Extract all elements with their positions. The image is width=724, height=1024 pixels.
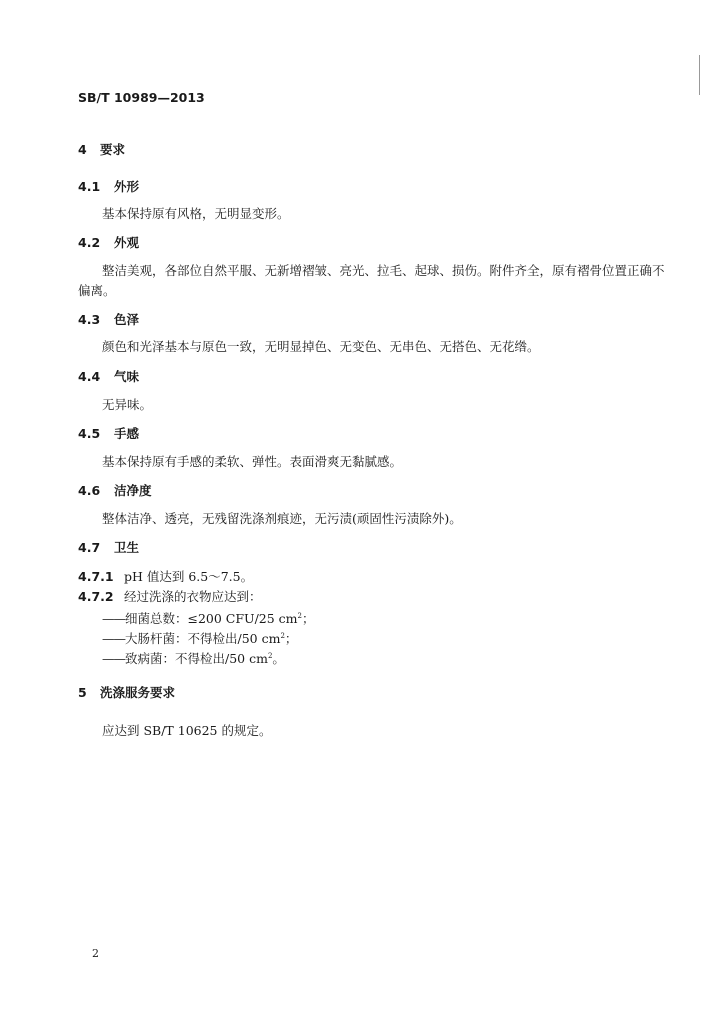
list-item-end: ； — [302, 611, 315, 626]
section-4-4-heading — [78, 369, 139, 385]
section-4-2-heading — [78, 235, 139, 251]
page-number: 2 — [92, 947, 99, 960]
section-title: 外观 — [114, 235, 140, 250]
section-number: 4.7 — [78, 540, 101, 555]
section-4-heading — [78, 142, 125, 158]
list-dash: —— — [102, 611, 125, 626]
section-number: 4.3 — [78, 312, 101, 327]
list-dash: —— — [102, 651, 125, 666]
section-number: 4.1 — [78, 179, 101, 194]
list-item — [102, 608, 315, 627]
section-number: 4.4 — [78, 369, 101, 384]
section-4-6-body: 整体洁净、透亮，无残留洗涤剂痕迹，无污渍(顽固性污渍除外)。 — [102, 511, 462, 526]
list-item — [102, 648, 285, 667]
list-item-text: 大肠杆菌：不得检出/50 cm — [125, 631, 281, 646]
section-4-2-body-line2: 偏离。 — [78, 283, 116, 298]
list-item-text: 细菌总数：≤200 CFU/25 cm — [125, 611, 298, 626]
superscript: 2 — [297, 612, 302, 620]
list-item-end: 。 — [272, 651, 285, 666]
section-number: 4 — [78, 142, 87, 157]
section-5-body: 应达到 SB/T 10625 的规定。 — [102, 723, 272, 738]
section-title: 色泽 — [114, 312, 140, 327]
section-number: 4.7.2 — [78, 589, 114, 604]
list-item — [102, 628, 297, 647]
section-body: pH 值达到 6.5～7.5。 — [124, 569, 254, 584]
superscript: 2 — [280, 632, 285, 640]
section-4-1-body: 基本保持原有风格，无明显变形。 — [102, 206, 290, 221]
section-number: 4.7.1 — [78, 569, 114, 584]
list-item-end: ； — [284, 631, 298, 646]
list-dash: —— — [102, 631, 125, 646]
section-4-5-heading — [78, 426, 139, 442]
section-4-4-body: 无异味。 — [102, 397, 153, 412]
section-4-7-1 — [78, 569, 253, 585]
section-4-7-heading — [78, 540, 139, 556]
section-title: 卫生 — [114, 540, 140, 555]
scan-edge-line — [699, 55, 700, 95]
section-number: 4.6 — [78, 483, 101, 498]
standard-code: SB/T 10989—2013 — [78, 90, 205, 105]
section-title: 外形 — [114, 179, 140, 194]
section-4-6-heading — [78, 483, 152, 499]
section-4-2-body-line1: 整洁美观，各部位自然平服、无新增褶皱、亮光、拉毛、起球、损伤。附件齐全，原有褶骨位置正确不 — [102, 263, 665, 278]
section-number: 4.5 — [78, 426, 101, 441]
section-4-3-body: 颜色和光泽基本与原色一致，无明显掉色、无变色、无串色、无搭色、无花绺。 — [102, 339, 540, 354]
list-item-text: 致病菌：不得检出/50 cm — [125, 651, 268, 666]
section-title: 洁净度 — [114, 483, 152, 498]
section-title: 手感 — [114, 426, 140, 441]
section-title: 要求 — [100, 142, 126, 157]
section-title: 气味 — [114, 369, 140, 384]
section-4-7-2 — [78, 589, 262, 605]
section-body: 经过洗涤的衣物应达到： — [124, 589, 262, 604]
section-4-1-heading — [78, 179, 139, 195]
section-number: 4.2 — [78, 235, 101, 250]
section-title: 洗涤服务要求 — [100, 685, 176, 700]
section-4-3-heading — [78, 312, 139, 328]
superscript: 2 — [267, 652, 273, 660]
section-number: 5 — [78, 685, 87, 700]
section-4-5-body: 基本保持原有手感的柔软、弹性。表面滑爽无黏腻感。 — [102, 454, 403, 469]
section-5-heading — [78, 685, 175, 701]
